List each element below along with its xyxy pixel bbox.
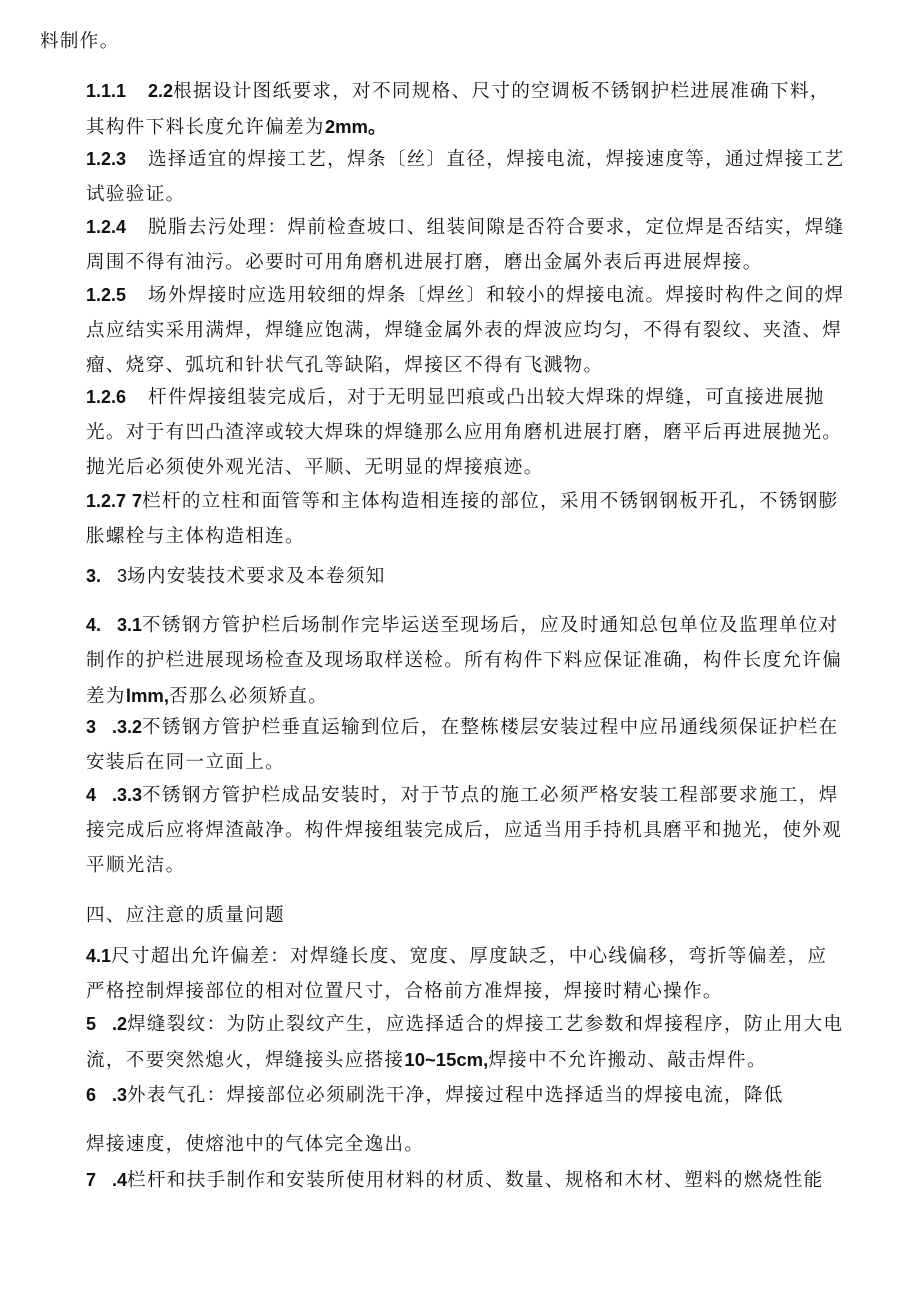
section-number: 6: [86, 1085, 97, 1105]
paragraph-text: 不锈钢方管护栏垂直运输到位后，在整栋楼层安装过程中应吊通线须保证护栏在安装后在同一立面上。: [86, 717, 839, 773]
paragraph-1-2-5: [86, 278, 846, 383]
tolerance-value: lmm,: [125, 685, 169, 706]
paragraph-1-2-4: [86, 210, 846, 280]
paragraph-text: 不锈钢方管护栏成品安装时，对于节点的施工必须严格安装工程部要求施工，焊接完成后应将焊渣敲净。构件焊接组装完成后，应适当用手持机具磨平和抛光，使外观平顺光洁。: [86, 785, 843, 876]
section-number: 1.2.6: [86, 387, 127, 407]
paragraph-text: 料制作。: [40, 31, 120, 52]
paragraph-4-2: [86, 1007, 846, 1078]
section-number: 1.2.5: [86, 285, 127, 305]
section-number: 1.1.1: [86, 81, 127, 101]
section-number: 1.2.3: [86, 149, 127, 169]
section-heading-4: [86, 898, 846, 933]
paragraph-text: 根据设计图纸要求，对不同规格、尺寸的空调板不锈钢护栏进展准确下料，其构件下料长度允许偏差为: [86, 81, 830, 138]
paragraph-text: 栏杆的立柱和面管等和主体构造相连接的部位，采用不锈钢钢板开孔，不锈钢膨胀螺栓与主体构造相连。: [86, 491, 839, 547]
section-number: 4.1: [86, 946, 112, 966]
paragraph-text: 焊缝裂纹：为防止裂纹产生，应选择适合的焊接工艺参数和焊接程序，防止用大电流，不要突然熄火，焊缝接头应搭接: [86, 1014, 844, 1071]
paragraph-continuation: [40, 24, 800, 59]
section-number: 3: [86, 717, 97, 737]
sub-number: .2: [112, 1014, 128, 1034]
section-number: 4: [86, 785, 97, 805]
section-number: 1.2.4: [86, 217, 127, 237]
sub-number: .3: [112, 1085, 128, 1105]
paragraph-1-2-6: [86, 380, 846, 485]
lap-length-value: 10~15cm,: [404, 1049, 489, 1070]
paragraph-3-2: [86, 710, 846, 780]
section-number: 1.2.7: [86, 491, 127, 511]
paragraph-1-2-3: [86, 142, 846, 212]
paragraph-text: 场外焊接时应选用较细的焊条〔焊丝〕和较小的焊接电流。焊接时构件之间的焊点应结实采用满焊，焊缝应饱满，焊缝金属外表的焊波应均匀，不得有裂纹、夹渣、焊瘤、烧穿、弧坑和针状气孔等缺陷，焊接区不得有飞溅物。: [86, 285, 845, 376]
section-number: 3.: [86, 566, 102, 586]
section-number: 4.: [86, 615, 102, 635]
paragraph-1-1-1: [86, 74, 846, 145]
paragraph-text: 焊接速度，使熔池中的气体完全逸出。: [86, 1134, 425, 1155]
sub-number: 7: [132, 491, 143, 511]
paragraph-4-3-continued: [86, 1127, 846, 1162]
sub-number: .3.2: [112, 717, 143, 737]
paragraph-text: 不锈钢方管护栏后场制作完毕运送至现场后，应及时通知总包单位及监理单位对制作的护栏进展现场检查及现场取样送检。所有构件下料应保证准确，构件长度允许偏差为: [86, 615, 843, 707]
heading-text: 四、应注意的质量问题: [86, 905, 286, 926]
tolerance-value: 2mm。: [324, 116, 387, 137]
section-number: 7: [86, 1170, 97, 1190]
section-number: 5: [86, 1014, 97, 1034]
paragraph-text: 栏杆和扶手制作和安装所使用材料的材质、数量、规格和木材、塑料的燃烧性能: [127, 1170, 824, 1191]
paragraph-text: 外表气孔：焊接部位必须刷洗干净，焊接过程中选择适当的焊接电流，降低: [127, 1085, 784, 1106]
paragraph-text: 杆件焊接组装完成后，对于无明显凹痕或凸出较大焊珠的焊缝，可直接进展抛光。对于有凹凸渣滓或较大焊珠的焊缝那么应用角磨机进展打磨，磨平后再进展抛光。抛光后必须使外观光洁、平顺、无明显的焊接痕迹。: [86, 387, 843, 478]
heading-text: 场内安装技术要求及本卷须知: [127, 566, 386, 587]
section-heading-3: [86, 559, 846, 594]
sub-number: 2.2: [148, 81, 174, 101]
sub-number: 3.1: [117, 615, 143, 635]
paragraph-3-1: [86, 608, 846, 714]
paragraph-text-end: 否那么必须矫直。: [169, 686, 329, 707]
paragraph-4-4: [86, 1163, 846, 1198]
paragraph-text: 尺寸超出允许偏差：对焊缝长度、宽度、厚度缺乏，中心线偏移，弯折等偏差，应严格控制焊接部位的相对位置尺寸，合格前方准焊接，焊接时精心操作。: [86, 946, 828, 1002]
paragraph-3-3: [86, 778, 846, 883]
paragraph-1-2-7: [86, 484, 846, 554]
sub-number: .3.3: [112, 785, 143, 805]
sub-number: .4: [112, 1170, 128, 1190]
paragraph-text: 选择适宜的焊接工艺，焊条〔丝〕直径，焊接电流，焊接速度等，通过焊接工艺试验验证。: [86, 149, 845, 205]
paragraph-text: 脱脂去污处理：焊前检查坡口、组装间隙是否符合要求，定位焊是否结实，焊缝周围不得有油污。必要时可用角磨机进展打磨，磨出金属外表后再进展焊接。: [86, 217, 845, 273]
sub-number: 3: [117, 566, 128, 586]
paragraph-text-end: 焊接中不允许搬动、敲击焊件。: [488, 1050, 767, 1071]
paragraph-4-1: [86, 939, 846, 1009]
paragraph-4-3: [86, 1078, 846, 1113]
